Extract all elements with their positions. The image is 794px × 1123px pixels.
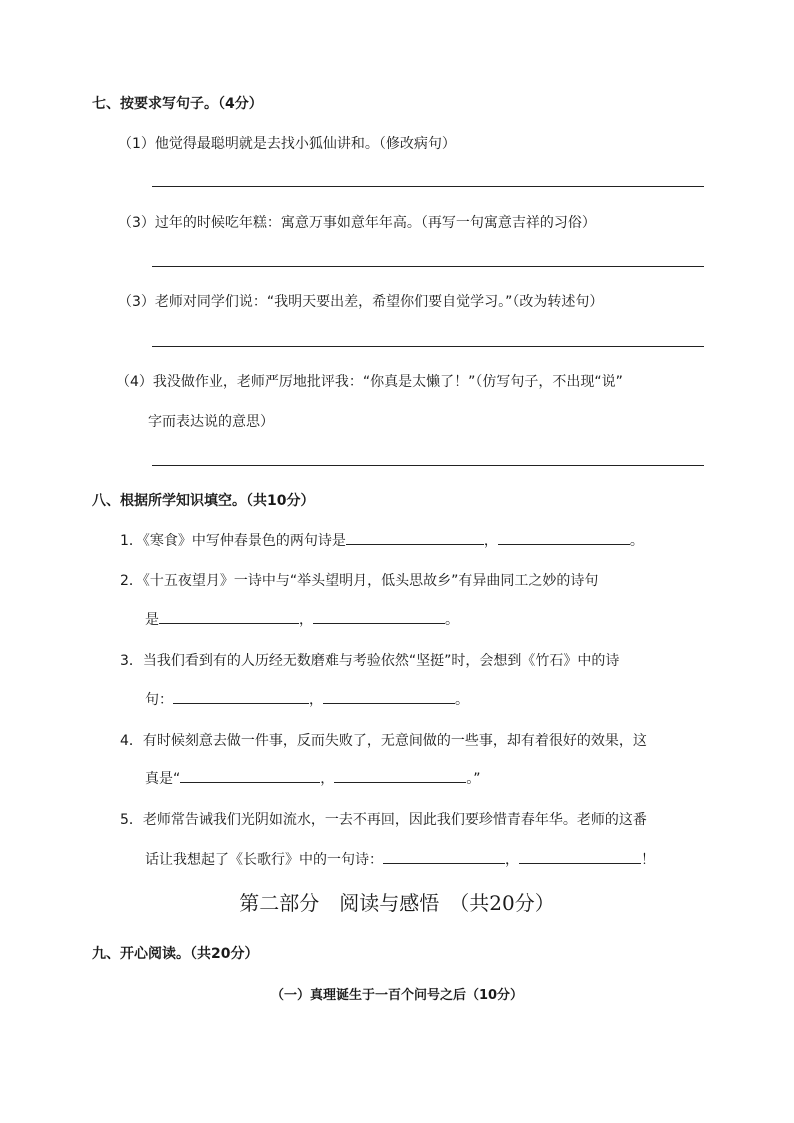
- period: 。: [445, 612, 459, 628]
- answer-prefix: 句：: [145, 692, 173, 708]
- question-8-4: 4．有时候刻意去做一件事，反而失败了，无意间做的一些事，却有着很好的效果，这: [120, 733, 647, 749]
- question-7-4-cont: 字而表达说的意思）: [148, 414, 274, 430]
- question-8-5: 5．老师常告诫我们光阴如流水，一去不再回，因此我们要珍惜青春年华。老师的这番: [120, 812, 647, 828]
- blank-8-2-a[interactable]: [159, 609, 299, 624]
- question-8-2: 2．《十五夜望月》一诗中与“举头望明月，低头思故乡”有异曲同工之妙的诗句: [120, 573, 599, 589]
- question-7-3: （3）老师对同学们说：“我明天要出差，希望你们要自觉学习。”（改为转述句）: [118, 294, 604, 310]
- comma: ，: [483, 533, 498, 549]
- question-8-2-answer: [145, 609, 459, 629]
- comma: ，: [309, 692, 323, 708]
- answer-line-7-4[interactable]: [152, 465, 704, 466]
- answer-prefix: 话让我想起了《长歌行》中的一句诗：: [145, 852, 383, 868]
- question-8-4-answer: [145, 768, 481, 788]
- period: 。: [455, 692, 469, 708]
- question-8-3: 3．当我们看到有的人历经无数磨难与考验依然“坚挺”时，会想到《竹石》中的诗: [120, 653, 620, 669]
- answer-line-7-1[interactable]: [152, 186, 704, 187]
- section-9-title: 九、开心阅读。（共20分）: [92, 946, 259, 962]
- blank-8-5-a[interactable]: [383, 849, 505, 864]
- question-8-3-answer: [145, 689, 469, 709]
- end-quote: 。”: [466, 771, 481, 787]
- blank-8-2-b[interactable]: [313, 609, 445, 624]
- blank-8-5-b[interactable]: [519, 849, 641, 864]
- answer-line-7-3[interactable]: [152, 346, 704, 347]
- answer-line-7-2[interactable]: [152, 266, 704, 267]
- blank-8-4-b[interactable]: [334, 768, 466, 783]
- question-7-1: （1）他觉得最聪明就是去找小狐仙讲和。（修改病句）: [118, 136, 456, 152]
- comma: ，: [505, 852, 519, 868]
- exclamation: ！: [641, 852, 655, 868]
- comma: ，: [299, 612, 313, 628]
- blank-8-1-a[interactable]: [346, 530, 484, 545]
- section-7-title: 七、按要求写句子。（4分）: [92, 96, 263, 112]
- answer-prefix: 是: [145, 612, 159, 628]
- answer-prefix: 真是“: [145, 771, 181, 787]
- blank-8-3-b[interactable]: [323, 689, 455, 704]
- part-2-heading: 第二部分 阅读与感悟 （共20分）: [239, 891, 555, 915]
- period: 。: [629, 533, 644, 549]
- comma: ，: [320, 771, 335, 787]
- blank-8-4-a[interactable]: [180, 768, 320, 783]
- question-7-4: （4）我没做作业，老师严厉地批评我：“你真是太懒了！”（仿写句子，不出现“说”: [116, 374, 623, 390]
- question-8-5-answer: [145, 849, 655, 869]
- blank-8-3-a[interactable]: [173, 689, 309, 704]
- question-8-1-text: 1．《寒食》中写仲春景色的两句诗是: [120, 533, 346, 549]
- blank-8-1-b[interactable]: [498, 530, 630, 545]
- question-8-1: [120, 530, 644, 550]
- section-8-title: 八、根据所学知识填空。（共10分）: [92, 493, 315, 509]
- reading-passage-title: （一）真理诞生于一百个问号之后（10分）: [270, 988, 524, 1003]
- question-7-2: （3）过年的时候吃年糕：寓意万事如意年年高。（再写一句寓意吉祥的习俗）: [118, 215, 596, 231]
